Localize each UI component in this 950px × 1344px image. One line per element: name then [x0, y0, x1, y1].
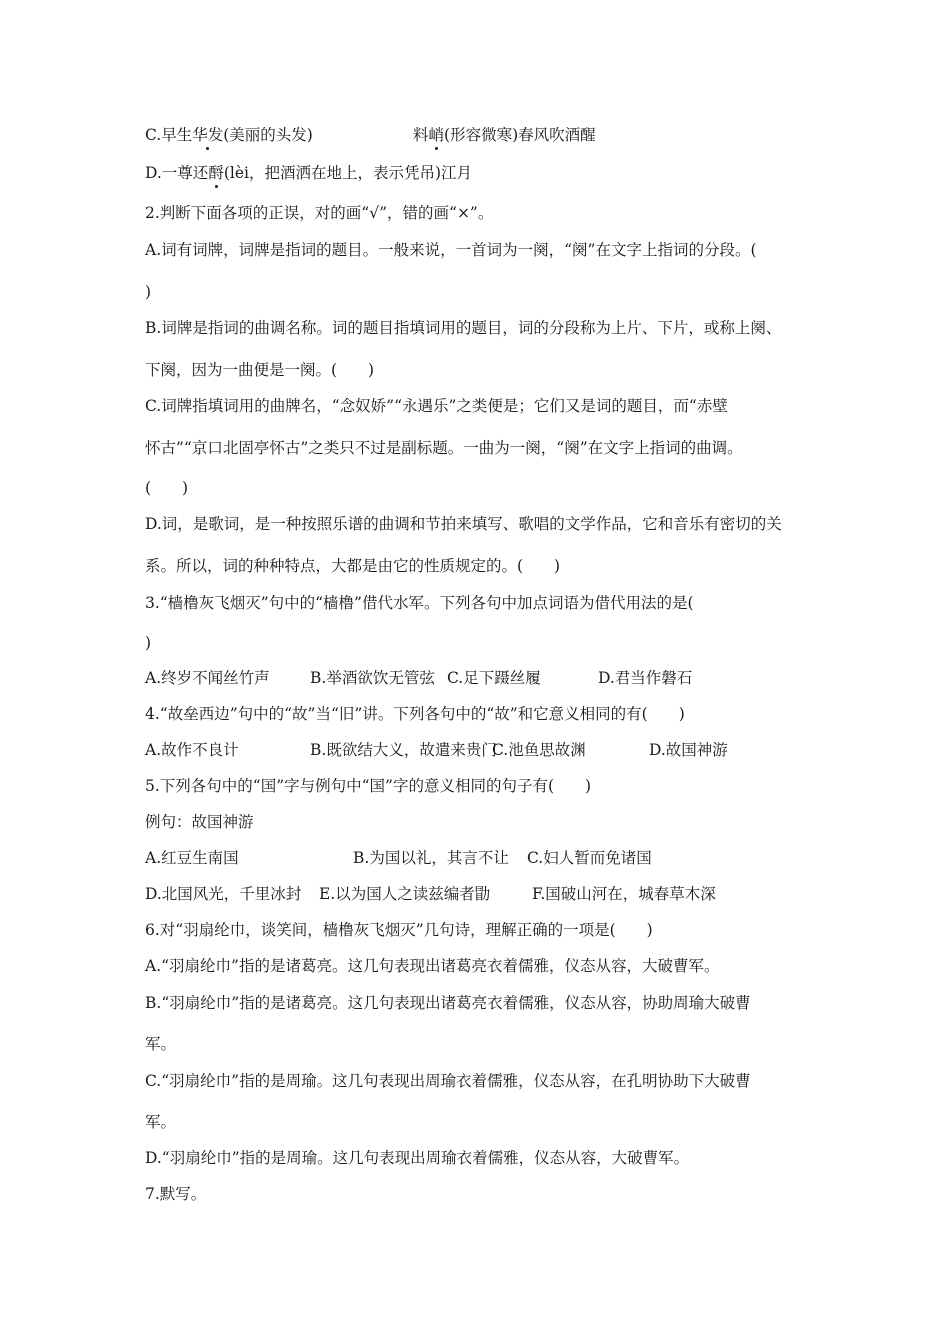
question-2c-line-1: C.词牌指填词用的曲牌名，“念奴娇”“永遇乐”之类便是；它们又是词的题目，而“赤壁	[145, 397, 728, 415]
question-4-option-b: B.既欲结大义，故遣来贵门	[310, 741, 497, 759]
question-3-line-2: )	[145, 634, 152, 652]
question-3-line-1: 3.“樯橹灰飞烟灭”句中的“樯橹”借代水军。下列各句中加点词语为借代用法的是(	[145, 594, 694, 612]
question-2a-line-1: A.词有词牌，词牌是指词的题目。一般来说，一首词为一阕，“阕”在文字上指词的分段。(	[145, 241, 757, 259]
option-d-prefix: D.一尊还	[145, 164, 209, 182]
question-4-option-d: D.故国神游	[649, 741, 728, 759]
question-5-option-c: C.妇人暂而免诸国	[527, 849, 652, 867]
question-5-option-f: F.国破山河在，城春草木深	[532, 885, 716, 903]
question-2b-line-1: B.词牌是指词的曲调名称。词的题目指填词用的题目，词的分段称为上片、下片，或称上阕、	[145, 319, 782, 337]
question-6-option-c-line-1: C.“羽扇纶巾”指的是周瑜。这几句表现出周瑜衣着儒雅，仪态从容，在孔明协助下大破曹	[145, 1072, 751, 1090]
question-4-option-a: A.故作不良计	[145, 741, 239, 759]
question-6: 6.对“羽扇纶巾，谈笑间，樯橹灰飞烟灭”几句诗，理解正确的一项是( )	[145, 921, 653, 939]
question-6-option-b-line-2: 军。	[145, 1035, 177, 1053]
question-5: 5.下列各句中的“国”字与例句中“国”字的意义相同的句子有( )	[145, 777, 592, 795]
dotted-term-lei: 酹	[208, 164, 224, 182]
question-5-option-e: E.以为国人之读兹编者勖	[319, 885, 491, 903]
question-6-option-a: A.“羽扇纶巾”指的是诸葛亮。这几句表现出诸葛亮衣着儒雅，仪态从容，大破曹军。	[145, 957, 720, 975]
question-3-option-b: B.举酒欲饮无管弦	[310, 669, 435, 687]
question-5-option-d: D.北国风光，千里冰封	[145, 885, 302, 903]
question-2d-line-2: 系。所以，词的种种特点，大都是由它的性质规定的。( )	[145, 557, 561, 575]
question-3-option-a: A.终岁不闻丝竹声	[145, 669, 270, 687]
question-4: 4.“故垒西边”句中的“故”当“旧”讲。下列各句中的“故”和它意义相同的有( )	[145, 705, 685, 723]
dotted-term-qiao: 峭	[428, 126, 445, 144]
question-2: 2.判断下面各项的正误，对的画“√”，错的画“×”。	[145, 204, 494, 222]
option-c-gloss-2: (形容微寒)春风吹酒醒	[444, 126, 596, 144]
question-6-option-b-line-1: B.“羽扇纶巾”指的是诸葛亮。这几句表现出诸葛亮衣着儒雅，仪态从容，协助周瑜大破曹	[145, 994, 751, 1012]
option-d-gloss: (lèi，把酒洒在地上，表示凭吊)江月	[223, 164, 473, 182]
option-c-char-liao: 料	[413, 126, 429, 144]
question-2c-line-2: 怀古”“京口北固亭怀古”之类只不过是副标题。一曲为一阕，“阕”在文字上指词的曲调。	[145, 439, 743, 457]
question-2d-line-1: D.词，是歌词，是一种按照乐谱的曲调和节拍来填写、歌唱的文学作品，它和音乐有密切的关	[145, 515, 782, 533]
option-d-line	[145, 163, 472, 183]
option-c-gloss-1: (美丽的头发)	[223, 126, 313, 144]
question-4-option-c: C.池鱼思故渊	[492, 741, 586, 759]
question-5-option-b: B.为国以礼，其言不让	[353, 849, 509, 867]
dotted-term-huafa: 华发	[192, 126, 224, 144]
question-3-option-c: C.足下蹑丝履	[447, 669, 541, 687]
question-7: 7.默写。	[145, 1185, 207, 1203]
question-5-example: 例句：故国神游	[145, 813, 254, 831]
question-5-option-a: A.红豆生南国	[145, 849, 239, 867]
question-3-option-d: D.君当作磐石	[598, 669, 693, 687]
option-c-second-part	[413, 125, 596, 145]
question-2c-line-3: ( )	[145, 479, 189, 497]
question-6-option-d: D.“羽扇纶巾”指的是周瑜。这几句表现出周瑜衣着儒雅，仪态从容，大破曹军。	[145, 1149, 690, 1167]
question-2a-line-2: )	[145, 283, 152, 301]
option-c-line	[145, 125, 596, 145]
question-6-option-c-line-2: 军。	[145, 1113, 177, 1131]
question-2b-line-2: 下阕，因为一曲便是一阕。( )	[145, 361, 375, 379]
option-c-prefix: C.早生	[145, 126, 193, 144]
